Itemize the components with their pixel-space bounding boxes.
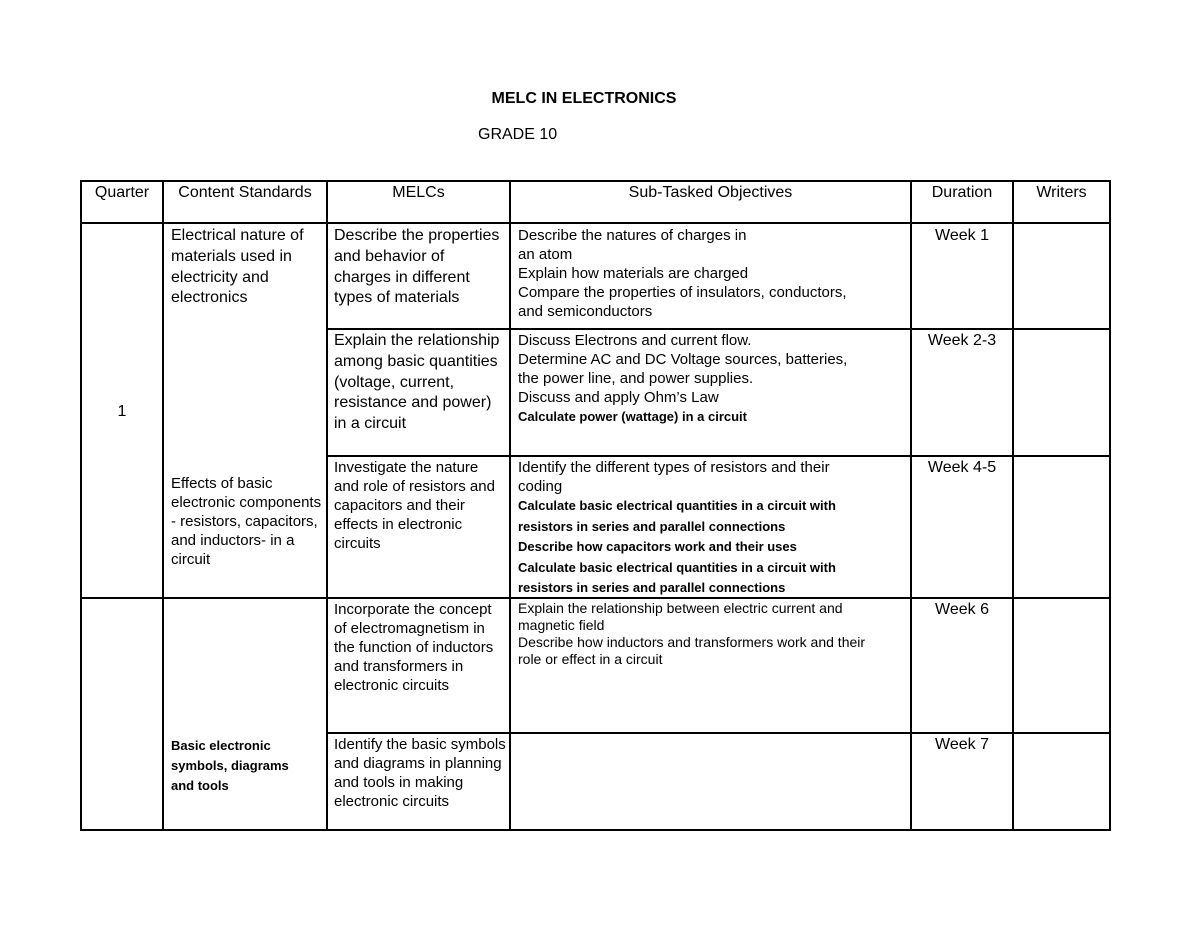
melc-row-4: Incorporate the concept of electromagnetism in the function of inductors and transformers in electronic circuits (334, 601, 494, 694)
objective-item: Calculate power (wattage) in a circuit (518, 409, 747, 424)
melc-row-1: Describe the properties and behavior of charges in different types of materials (334, 227, 500, 307)
table-border-left (80, 180, 82, 831)
objective-item: resistors in series and parallel connections (518, 580, 786, 595)
duration-row-2: Week 2-3 (927, 332, 997, 349)
melc-row-3: Investigate the nature and role of resistors and capacitors and their effects in electronic circuits (334, 459, 495, 552)
objective-item: Explain how materials are charged (518, 265, 749, 282)
header-writers: Writers (1036, 184, 1087, 201)
objective-item: an atom (518, 246, 573, 263)
header-quarter: Quarter (94, 184, 150, 201)
col-divider-4 (910, 180, 912, 831)
content-standard-3: Basic electronic symbols, diagrams and tools (171, 738, 289, 793)
row1-bottom-line (326, 328, 1111, 330)
document-subtitle: GRADE 10 (478, 126, 558, 143)
quarter-value: 1 (117, 403, 127, 420)
col-divider-3 (509, 180, 511, 831)
objectives-row-4 (518, 600, 908, 668)
header-sub-tasked-objectives: Sub-Tasked Objectives (628, 184, 793, 201)
table-border-bottom (80, 829, 1111, 831)
objectives-row-2 (518, 331, 908, 426)
objective-item: Compare the properties of insulators, conductors, (518, 284, 847, 301)
table-border-right (1109, 180, 1111, 831)
objective-item: Calculate basic electrical quantities in a circuit with (518, 498, 836, 513)
objective-item: Discuss and apply Ohm’s Law (518, 389, 719, 406)
objective-item: Identify the different types of resistors and their (518, 459, 830, 476)
objective-item: Determine AC and DC Voltage sources, batteries, (518, 351, 848, 368)
objective-item: magnetic field (518, 617, 605, 633)
objectives-row-1 (518, 226, 908, 321)
col-divider-2 (326, 180, 328, 831)
content-standard-1: Electrical nature of materials used in electricity and electronics (171, 227, 304, 307)
objective-item: Explain the relationship between electric current and (518, 600, 843, 616)
objective-item: Describe the natures of charges in (518, 227, 747, 244)
row2-bottom-line (326, 455, 1111, 457)
objective-item: the power line, and power supplies. (518, 370, 754, 387)
col-divider-1 (162, 180, 164, 831)
objective-item: Describe how capacitors work and their uses (518, 539, 797, 554)
table-border-top (80, 180, 1111, 182)
melc-row-2: Explain the relationship among basic quantities (voltage, current, resistance and power) in a circuit (334, 332, 500, 433)
header-bottom-line (80, 222, 1111, 224)
objective-item: Calculate basic electrical quantities in a circuit with (518, 559, 836, 575)
objective-item: Describe how inductors and transformers work and their (518, 634, 866, 650)
objective-item: resistors in series and parallel connections (518, 518, 786, 534)
header-duration: Duration (931, 184, 993, 201)
duration-row-1: Week 1 (935, 227, 989, 244)
header-content-standards: Content Standards (178, 184, 312, 201)
row4-bottom-line (326, 732, 1111, 734)
duration-row-5: Week 7 (935, 736, 989, 753)
document-title: MELC IN ELECTRONICS (491, 90, 677, 107)
objective-item: coding (518, 478, 563, 495)
objective-item: and semiconductors (518, 303, 653, 320)
content-standard-2: Effects of basic electronic components - resistors, capacitors, and inductors- in a circuit (171, 475, 322, 568)
header-melcs: MELCs (392, 184, 445, 201)
duration-row-4: Week 6 (935, 601, 989, 618)
duration-row-3: Week 4-5 (927, 459, 997, 476)
melc-row-5: Identify the basic symbols and diagrams in planning and tools in making electronic circuits (334, 736, 506, 810)
objective-item: Discuss Electrons and current flow. (518, 332, 752, 349)
col-divider-5 (1012, 180, 1014, 831)
objective-item: role or effect in a circuit (518, 651, 663, 667)
objectives-row-3 (518, 458, 908, 599)
